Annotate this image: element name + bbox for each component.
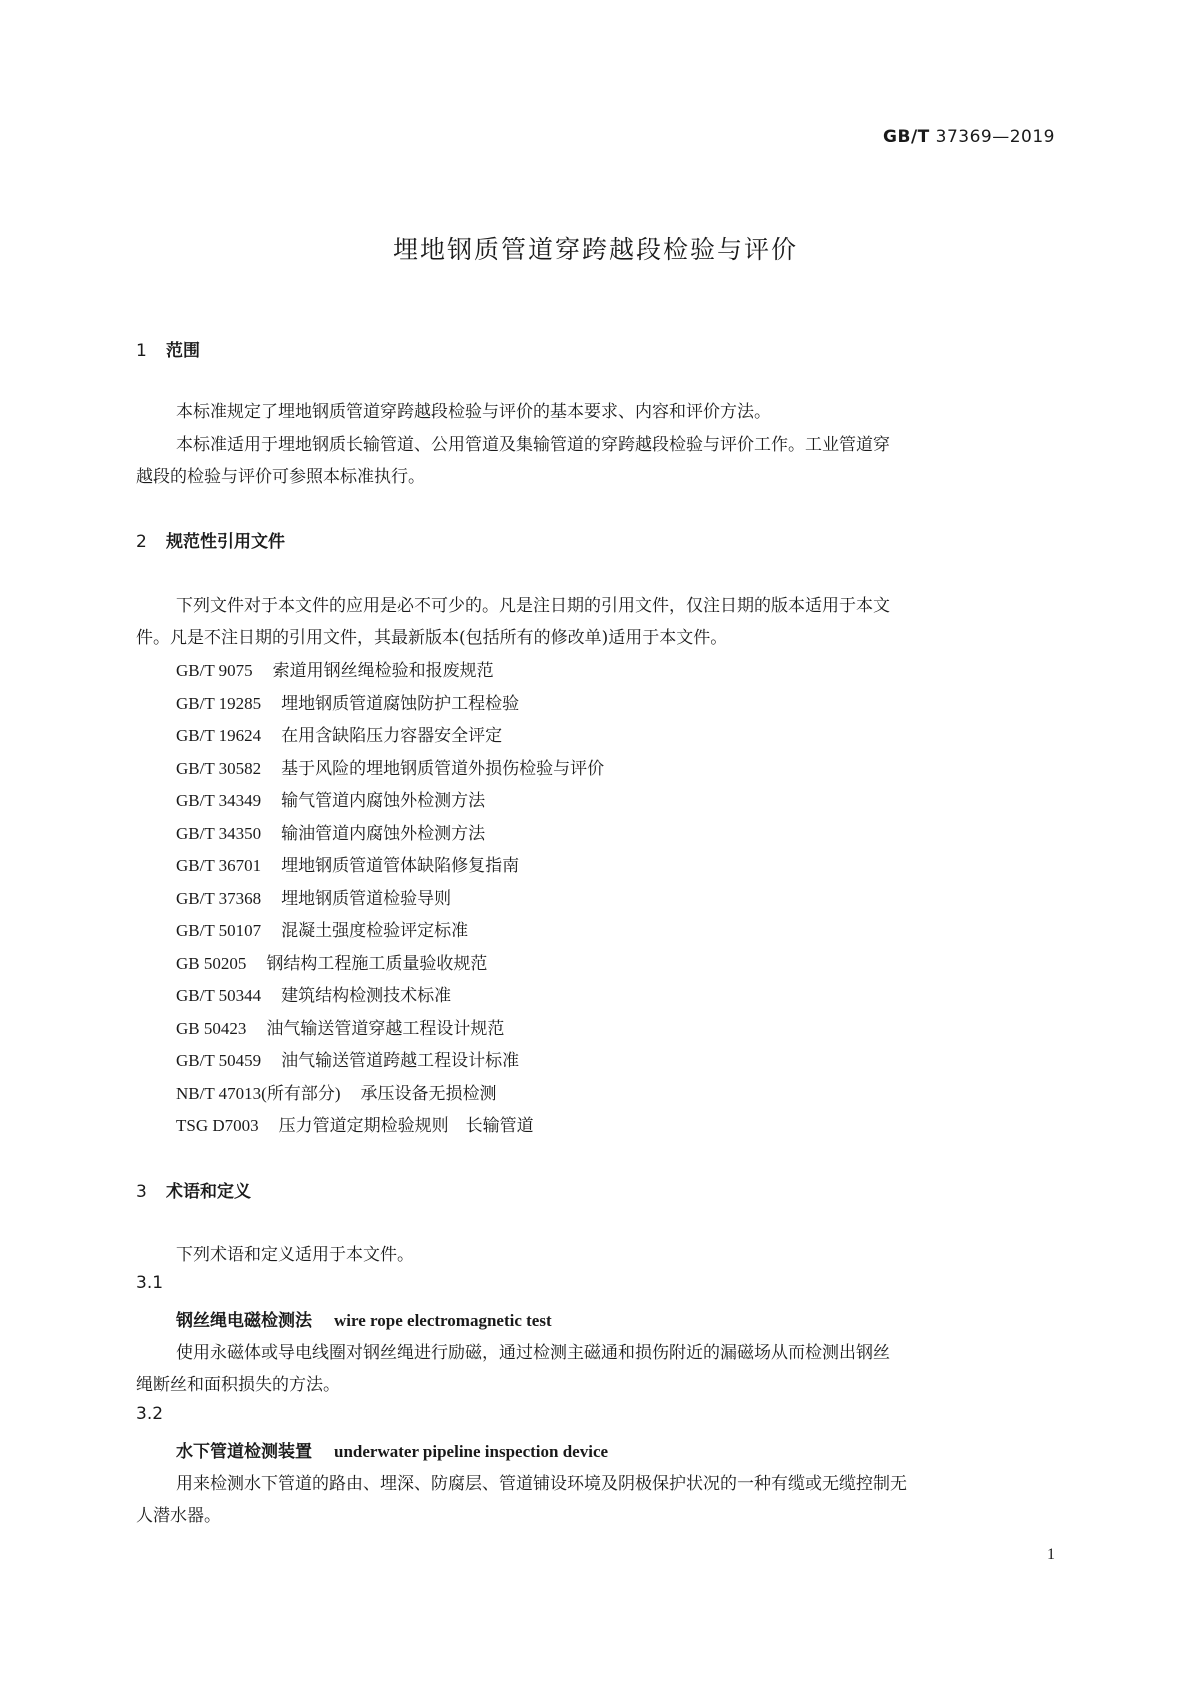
reference-code: GB/T 37368 [176,889,262,908]
section-title: 规范性引用文件 [166,532,285,552]
reference-item [176,819,485,844]
reference-item [176,1079,497,1104]
term-name [176,1306,552,1331]
reference-item [176,754,604,779]
reference-title: 在用含缺陷压力容器安全评定 [281,726,503,746]
term-definition-line-2: 人潜水器。 [136,1506,221,1526]
reference-item [176,1046,519,1071]
reference-item [176,689,519,714]
reference-code: GB/T 34350 [176,824,262,843]
reference-title: 油气输送管道穿越工程设计规范 [266,1019,505,1039]
reference-code: GB/T 30582 [176,759,262,778]
section-number: 2 [136,532,147,552]
term-name-cn: 水下管道检测装置 [176,1442,312,1462]
term-name-en: wire rope electromagnetic test [334,1311,552,1330]
reference-item [176,721,502,746]
reference-code: GB/T 9075 [176,661,253,680]
scope-paragraph-2-line-2: 越段的检验与评价可参照本标准执行。 [136,467,425,487]
term-definition-line-2: 绳断丝和面积损失的方法。 [136,1375,340,1395]
reference-title: 建筑结构检测技术标准 [281,986,452,1006]
reference-item [176,656,494,681]
reference-code: GB/T 34349 [176,791,262,810]
reference-title: 承压设备无损检测 [360,1084,497,1104]
term-name [176,1437,608,1462]
reference-code: GB 50423 [176,1019,247,1038]
terms-intro: 下列术语和定义适用于本文件。 [176,1245,414,1265]
reference-title: 压力管道定期检验规则 长输管道 [278,1116,534,1136]
standard-number [883,127,1055,147]
reference-title: 油气输送管道跨越工程设计标准 [281,1051,520,1071]
reference-item [176,851,519,876]
section-3-heading [136,1177,251,1202]
reference-code: GB/T 19624 [176,726,262,745]
term-definition-line-1: 使用永磁体或导电线圈对钢丝绳进行励磁，通过检测主磁通和损伤附近的漏磁场从而检测出钢丝 [176,1343,890,1363]
page-number: 1 [1047,1546,1055,1563]
reference-code: GB/T 50459 [176,1051,262,1070]
reference-title: 埋地钢质管道腐蚀防护工程检验 [281,694,520,714]
scope-paragraph-2-line-1: 本标准适用于埋地钢质长输管道、公用管道及集输管道的穿跨越段检验与评价工作。工业管道穿 [176,435,890,455]
reference-item [176,1111,534,1136]
reference-code: TSG D7003 [176,1116,259,1135]
reference-item [176,884,451,909]
scope-paragraph-1: 本标准规定了埋地钢质管道穿跨越段检验与评价的基本要求、内容和评价方法。 [176,402,771,422]
reference-item [176,981,451,1006]
reference-code: GB/T 19285 [176,694,262,713]
term-definition-line-1: 用来检测水下管道的路由、埋深、防腐层、管道铺设环境及阴极保护状况的一种有缆或无缆控制无 [176,1474,907,1494]
reference-item [176,1014,504,1039]
reference-code: NB/T 47013(所有部分) [176,1084,341,1103]
references-intro-line-2: 件。凡是不注日期的引用文件，其最新版本(包括所有的修改单)适用于本文件。 [136,628,728,648]
document-title: 埋地钢质管道穿跨越段检验与评价 [392,235,798,264]
section-title: 范围 [166,341,200,361]
section-number: 3 [136,1182,147,1202]
reference-title: 基于风险的埋地钢质管道外损伤检验与评价 [281,759,605,779]
standard-code: 37369—2019 [935,127,1055,147]
term-number: 3.2 [136,1404,164,1424]
reference-item [176,949,487,974]
reference-title: 输气管道内腐蚀外检测方法 [281,791,486,811]
section-title: 术语和定义 [166,1182,251,1202]
reference-title: 埋地钢质管道管体缺陷修复指南 [281,856,520,876]
references-intro-line-1: 下列文件对于本文件的应用是必不可少的。凡是注日期的引用文件，仅注日期的版本适用于本文 [176,596,890,616]
reference-title: 混凝土强度检验评定标准 [281,921,469,941]
reference-title: 输油管道内腐蚀外检测方法 [281,824,486,844]
reference-item [176,916,468,941]
reference-code: GB 50205 [176,954,247,973]
reference-title: 埋地钢质管道检验导则 [281,889,452,909]
term-name-cn: 钢丝绳电磁检测法 [176,1311,312,1331]
standard-prefix: GB/T [883,127,930,147]
reference-title: 索道用钢丝绳检验和报废规范 [272,661,494,681]
reference-item [176,786,485,811]
reference-code: GB/T 36701 [176,856,262,875]
reference-title: 钢结构工程施工质量验收规范 [266,954,488,974]
section-number: 1 [136,341,147,361]
reference-code: GB/T 50344 [176,986,262,1005]
reference-code: GB/T 50107 [176,921,262,940]
section-1-heading [136,336,200,361]
section-2-heading [136,527,285,552]
term-number: 3.1 [136,1273,164,1293]
term-name-en: underwater pipeline inspection device [334,1442,609,1461]
